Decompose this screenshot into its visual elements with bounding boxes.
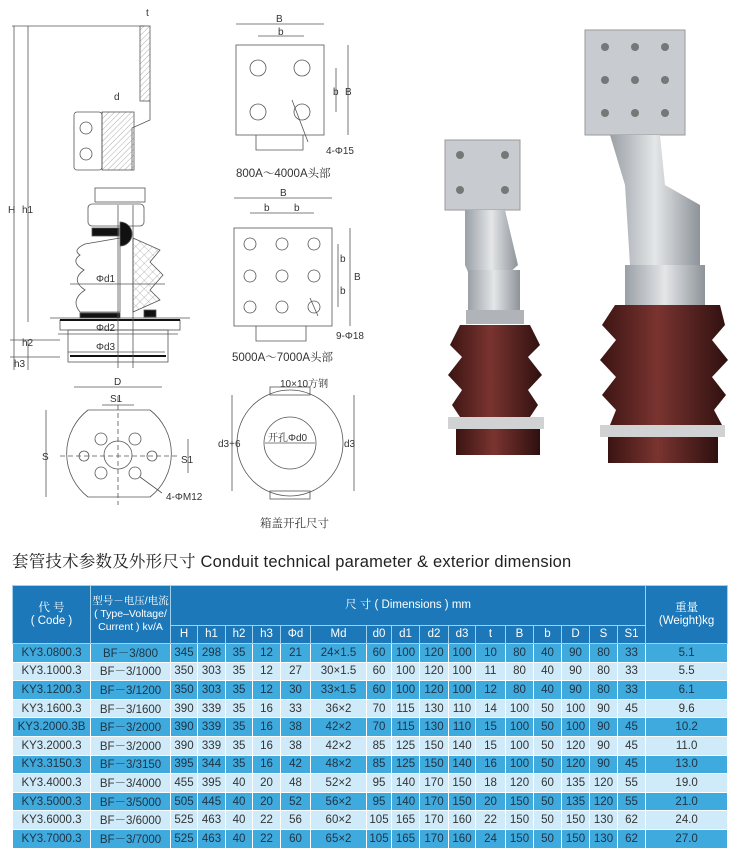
label-D: D xyxy=(114,377,122,388)
cell-dimension: 22 xyxy=(253,811,281,830)
cell-dimension: 18 xyxy=(476,774,506,793)
cell-dimension: 90 xyxy=(590,736,618,755)
cell-dimension: 12 xyxy=(253,644,281,663)
cell-dimension: 120 xyxy=(562,736,590,755)
cell-dimension: 120 xyxy=(506,774,534,793)
cell-dimension: 100 xyxy=(392,644,420,663)
cell-dimension: 100 xyxy=(506,699,534,718)
cell-dimension: 170 xyxy=(420,829,449,848)
cell-dimension: 45 xyxy=(618,718,646,737)
cell-dimension: 125 xyxy=(392,755,420,774)
header-dim-col: t xyxy=(476,626,506,644)
table-row xyxy=(13,811,728,830)
cell-dimension: 150 xyxy=(420,736,449,755)
cell-code: KY3.6000.3 xyxy=(13,811,91,830)
cell-code: KY3.7000.3 xyxy=(13,829,91,848)
cell-dimension: 135 xyxy=(562,774,590,793)
cell-dimension: 130 xyxy=(590,829,618,848)
cell-dimension: 20 xyxy=(476,792,506,811)
cell-code: KY3.1000.3 xyxy=(13,662,91,681)
cell-dimension: 16 xyxy=(476,755,506,774)
cell-code: KY3.1600.3 xyxy=(13,699,91,718)
label-phi-d1: Φd1 xyxy=(96,274,116,285)
cell-dimension: 100 xyxy=(392,681,420,700)
label-B: B xyxy=(280,188,287,199)
cell-dimension: 130 xyxy=(590,811,618,830)
cell-dimension: 55 xyxy=(618,774,646,793)
cell-dimension: 40 xyxy=(226,829,253,848)
table-row xyxy=(13,681,728,700)
cell-dimension: 52×2 xyxy=(311,774,367,793)
cell-dimension: 165 xyxy=(392,811,420,830)
label-d0: 开孔Φd0 xyxy=(268,433,308,444)
cell-dimension: 90 xyxy=(590,699,618,718)
cell-dimension: 125 xyxy=(392,736,420,755)
cell-dimension: 35 xyxy=(226,662,253,681)
cell-dimension: 50 xyxy=(534,811,562,830)
cell-dimension: 80 xyxy=(506,644,534,663)
cell-dimension: 110 xyxy=(449,699,476,718)
cell-dimension: 130 xyxy=(420,718,449,737)
cell-dimension: 150 xyxy=(562,811,590,830)
cell-dimension: 10 xyxy=(476,644,506,663)
cell-weight: 13.0 xyxy=(646,755,728,774)
label-h2: h2 xyxy=(22,338,34,349)
cell-dimension: 50 xyxy=(534,736,562,755)
cell-dimension: 40 xyxy=(226,811,253,830)
cell-dimension: 70 xyxy=(367,718,392,737)
cell-dimension: 60 xyxy=(367,662,392,681)
cell-code: KY3.5000.3 xyxy=(13,792,91,811)
cell-dimension: 50 xyxy=(534,792,562,811)
cell-dimension: 150 xyxy=(506,829,534,848)
label-holes: 4-Φ15 xyxy=(326,146,354,157)
cell-dimension: 130 xyxy=(420,699,449,718)
label-holes: 4-ΦM12 xyxy=(166,492,203,503)
cell-dimension: 80 xyxy=(506,681,534,700)
cell-dimension: 12 xyxy=(253,662,281,681)
cell-dimension: 16 xyxy=(253,736,281,755)
cell-dimension: 36×2 xyxy=(311,699,367,718)
cell-dimension: 38 xyxy=(281,718,311,737)
cell-dimension: 100 xyxy=(506,736,534,755)
cell-dimension: 170 xyxy=(420,811,449,830)
cell-dimension: 33 xyxy=(618,662,646,681)
table-row xyxy=(13,755,728,774)
cell-code: KY3.1200.3 xyxy=(13,681,91,700)
cell-dimension: 56×2 xyxy=(311,792,367,811)
cell-dimension: 115 xyxy=(392,699,420,718)
cell-dimension: 350 xyxy=(171,662,198,681)
cell-dimension: 52 xyxy=(281,792,311,811)
cell-dimension: 15 xyxy=(476,718,506,737)
cell-code: KY3.2000.3 xyxy=(13,736,91,755)
cell-weight: 5.1 xyxy=(646,644,728,663)
cell-dimension: 525 xyxy=(171,829,198,848)
cell-type: BF－3/6000 xyxy=(91,811,171,830)
cell-dimension: 16 xyxy=(253,699,281,718)
cell-dimension: 35 xyxy=(226,681,253,700)
cell-type: BF－3/1600 xyxy=(91,699,171,718)
cell-dimension: 100 xyxy=(562,699,590,718)
cell-dimension: 390 xyxy=(171,699,198,718)
cell-dimension: 505 xyxy=(171,792,198,811)
cell-dimension: 48×2 xyxy=(311,755,367,774)
cell-code: KY3.2000.3B xyxy=(13,718,91,737)
label-d: d xyxy=(114,92,120,103)
cell-dimension: 42×2 xyxy=(311,736,367,755)
label-b-1: b xyxy=(264,203,270,214)
flange-drawing xyxy=(40,375,220,505)
label-holes: 9-Φ18 xyxy=(336,331,364,342)
label-b-3: b xyxy=(340,254,346,265)
caption-cover-hole: 箱盖开孔尺寸 xyxy=(260,518,329,530)
cell-dimension: 150 xyxy=(562,829,590,848)
cell-dimension: 150 xyxy=(420,755,449,774)
cell-dimension: 100 xyxy=(449,681,476,700)
header-dim-col: h2 xyxy=(226,626,253,644)
cell-dimension: 21 xyxy=(281,644,311,663)
cell-dimension: 50 xyxy=(534,699,562,718)
cell-weight: 11.0 xyxy=(646,736,728,755)
header-code: 代 号 ( Code ) xyxy=(13,586,91,644)
cell-weight: 6.1 xyxy=(646,681,728,700)
cell-dimension: 90 xyxy=(590,755,618,774)
header-dim-col: S xyxy=(590,626,618,644)
cell-dimension: 24 xyxy=(476,829,506,848)
label-h3: h3 xyxy=(14,359,26,370)
cell-type: BF－3/3150 xyxy=(91,755,171,774)
cell-dimension: 90 xyxy=(562,662,590,681)
cell-type: BF－3/1000 xyxy=(91,662,171,681)
header-dim-col: B xyxy=(506,626,534,644)
cell-weight: 27.0 xyxy=(646,829,728,848)
table-row xyxy=(13,699,728,718)
cell-dimension: 390 xyxy=(171,718,198,737)
cell-type: BF－3/1200 xyxy=(91,681,171,700)
cell-dimension: 455 xyxy=(171,774,198,793)
cell-weight: 10.2 xyxy=(646,718,728,737)
table-row xyxy=(13,718,728,737)
cell-dimension: 100 xyxy=(506,755,534,774)
cell-dimension: 33×1.5 xyxy=(311,681,367,700)
header-dim-col: d1 xyxy=(392,626,420,644)
label-b-2: b xyxy=(294,203,300,214)
caption-head-small: 800A～4000A头部 xyxy=(236,168,331,180)
cell-dimension: 45 xyxy=(618,755,646,774)
cell-dimension: 100 xyxy=(449,644,476,663)
cell-dimension: 35 xyxy=(226,699,253,718)
section-title: 套管技术参数及外形尺寸 Conduit technical parameter & exterior dimension xyxy=(12,553,572,571)
cell-dimension: 140 xyxy=(392,792,420,811)
cell-dimension: 40 xyxy=(226,792,253,811)
cell-dimension: 110 xyxy=(449,718,476,737)
cell-dimension: 390 xyxy=(171,736,198,755)
cell-dimension: 80 xyxy=(506,662,534,681)
cell-dimension: 105 xyxy=(367,811,392,830)
label-S1-top: S1 xyxy=(110,394,123,405)
cell-dimension: 140 xyxy=(449,755,476,774)
cell-dimension: 42×2 xyxy=(311,718,367,737)
cell-dimension: 40 xyxy=(534,662,562,681)
header-dim-col: d2 xyxy=(420,626,449,644)
cell-dimension: 62 xyxy=(618,811,646,830)
cell-dimension: 27 xyxy=(281,662,311,681)
cell-dimension: 344 xyxy=(198,755,226,774)
cell-dimension: 120 xyxy=(420,681,449,700)
cell-weight: 21.0 xyxy=(646,792,728,811)
cell-dimension: 170 xyxy=(420,792,449,811)
cell-dimension: 90 xyxy=(562,681,590,700)
cell-dimension: 65×2 xyxy=(311,829,367,848)
cell-dimension: 85 xyxy=(367,736,392,755)
header-dim-col: b xyxy=(534,626,562,644)
table-row xyxy=(13,644,728,663)
header-weight: 重量 (Weight)kg xyxy=(646,586,728,644)
label-b: b xyxy=(278,27,284,38)
cell-dimension: 395 xyxy=(198,774,226,793)
cell-type: BF－3/5000 xyxy=(91,792,171,811)
cell-dimension: 445 xyxy=(198,792,226,811)
cell-dimension: 22 xyxy=(253,829,281,848)
cell-dimension: 80 xyxy=(590,644,618,663)
label-b-side: b xyxy=(333,87,339,98)
cell-dimension: 33 xyxy=(281,699,311,718)
label-t: t xyxy=(146,8,149,19)
cell-dimension: 150 xyxy=(449,774,476,793)
cell-dimension: 55 xyxy=(618,792,646,811)
cell-dimension: 120 xyxy=(562,755,590,774)
cell-dimension: 20 xyxy=(253,792,281,811)
cell-type: BF－3/2000 xyxy=(91,736,171,755)
label-phi-d3: Φd3 xyxy=(96,342,116,353)
cell-dimension: 30×1.5 xyxy=(311,662,367,681)
cell-dimension: 22 xyxy=(476,811,506,830)
label-d3-plus-6: d3+6 xyxy=(218,439,241,450)
cell-dimension: 35 xyxy=(226,736,253,755)
cell-dimension: 42 xyxy=(281,755,311,774)
cell-dimension: 12 xyxy=(253,681,281,700)
cell-dimension: 303 xyxy=(198,662,226,681)
cell-dimension: 16 xyxy=(253,718,281,737)
cell-type: BF－3/800 xyxy=(91,644,171,663)
cell-dimension: 48 xyxy=(281,774,311,793)
cell-dimension: 120 xyxy=(590,774,618,793)
cell-dimension: 120 xyxy=(420,644,449,663)
header-dim-col: D xyxy=(562,626,590,644)
header-type: 型号－电压/电流 ( Type–Voltage/ Current ) kv/A xyxy=(91,586,171,644)
label-steel: 10×10方钢 xyxy=(280,379,329,390)
cell-dimension: 60 xyxy=(367,681,392,700)
cell-dimension: 70 xyxy=(367,699,392,718)
cell-dimension: 60 xyxy=(534,774,562,793)
label-B-side: B xyxy=(354,272,361,283)
cell-type: BF－3/2000 xyxy=(91,718,171,737)
table-row xyxy=(13,829,728,848)
header-dim-col: Md xyxy=(311,626,367,644)
label-B-side: B xyxy=(345,87,352,98)
table-row xyxy=(13,774,728,793)
cell-dimension: 40 xyxy=(534,681,562,700)
cell-dimension: 160 xyxy=(449,829,476,848)
cell-dimension: 463 xyxy=(198,811,226,830)
header-dim-col: d3 xyxy=(449,626,476,644)
cell-dimension: 90 xyxy=(590,718,618,737)
cell-dimension: 525 xyxy=(171,811,198,830)
cell-type: BF－3/7000 xyxy=(91,829,171,848)
cell-dimension: 350 xyxy=(171,681,198,700)
cover-hole-drawing xyxy=(212,375,372,535)
cell-dimension: 50 xyxy=(534,829,562,848)
label-S1-side: S1 xyxy=(181,455,194,466)
cell-dimension: 100 xyxy=(562,718,590,737)
cell-dimension: 60 xyxy=(367,644,392,663)
cell-dimension: 50 xyxy=(534,755,562,774)
cell-dimension: 38 xyxy=(281,736,311,755)
header-dimensions: 尺 寸 ( Dimensions ) mm xyxy=(171,586,646,626)
cell-weight: 9.6 xyxy=(646,699,728,718)
cell-dimension: 35 xyxy=(226,718,253,737)
cell-dimension: 339 xyxy=(198,699,226,718)
label-H: H xyxy=(8,205,16,216)
header-dim-col: Φd xyxy=(281,626,311,644)
cell-dimension: 339 xyxy=(198,736,226,755)
cell-dimension: 80 xyxy=(590,662,618,681)
cell-dimension: 33 xyxy=(618,681,646,700)
bushing-section-drawing xyxy=(0,0,200,375)
cell-dimension: 100 xyxy=(506,718,534,737)
cell-dimension: 395 xyxy=(171,755,198,774)
label-h1: h1 xyxy=(22,205,34,216)
cell-dimension: 12 xyxy=(476,681,506,700)
cell-dimension: 60×2 xyxy=(311,811,367,830)
cell-dimension: 90 xyxy=(562,644,590,663)
cell-dimension: 150 xyxy=(506,811,534,830)
head-large-drawing xyxy=(228,186,368,366)
cell-dimension: 170 xyxy=(420,774,449,793)
cell-dimension: 140 xyxy=(449,736,476,755)
cell-dimension: 62 xyxy=(618,829,646,848)
cell-dimension: 11 xyxy=(476,662,506,681)
cell-code: KY3.4000.3 xyxy=(13,774,91,793)
header-dim-col: S1 xyxy=(618,626,646,644)
cell-dimension: 115 xyxy=(392,718,420,737)
cell-dimension: 35 xyxy=(226,644,253,663)
cell-type: BF－3/4000 xyxy=(91,774,171,793)
cell-weight: 19.0 xyxy=(646,774,728,793)
header-dim-col: h1 xyxy=(198,626,226,644)
cell-dimension: 80 xyxy=(590,681,618,700)
cell-dimension: 463 xyxy=(198,829,226,848)
table-row xyxy=(13,736,728,755)
specs-table xyxy=(12,585,728,849)
cell-weight: 5.5 xyxy=(646,662,728,681)
cell-dimension: 95 xyxy=(367,792,392,811)
caption-head-large: 5000A～7000A头部 xyxy=(232,352,334,364)
cell-dimension: 100 xyxy=(449,662,476,681)
label-b-4: b xyxy=(340,286,346,297)
cell-dimension: 15 xyxy=(476,736,506,755)
cell-dimension: 345 xyxy=(171,644,198,663)
cell-dimension: 30 xyxy=(281,681,311,700)
cell-dimension: 40 xyxy=(226,774,253,793)
cell-dimension: 160 xyxy=(449,811,476,830)
cell-dimension: 120 xyxy=(590,792,618,811)
cell-dimension: 339 xyxy=(198,718,226,737)
cell-dimension: 95 xyxy=(367,774,392,793)
cell-code: KY3.0800.3 xyxy=(13,644,91,663)
cell-dimension: 150 xyxy=(506,792,534,811)
cell-dimension: 85 xyxy=(367,755,392,774)
cell-weight: 24.0 xyxy=(646,811,728,830)
cell-dimension: 303 xyxy=(198,681,226,700)
cell-code: KY3.3150.3 xyxy=(13,755,91,774)
cell-dimension: 45 xyxy=(618,699,646,718)
cell-dimension: 56 xyxy=(281,811,311,830)
table-row xyxy=(13,792,728,811)
cell-dimension: 165 xyxy=(392,829,420,848)
head-small-drawing xyxy=(228,10,368,180)
cell-dimension: 20 xyxy=(253,774,281,793)
cell-dimension: 33 xyxy=(618,644,646,663)
cell-dimension: 60 xyxy=(281,829,311,848)
header-dim-col: H xyxy=(171,626,198,644)
cell-dimension: 140 xyxy=(392,774,420,793)
cell-dimension: 45 xyxy=(618,736,646,755)
cell-dimension: 100 xyxy=(392,662,420,681)
label-phi-d2: Φd2 xyxy=(96,323,116,334)
cell-dimension: 50 xyxy=(534,718,562,737)
header-dim-col: h3 xyxy=(253,626,281,644)
cell-dimension: 120 xyxy=(420,662,449,681)
product-photo xyxy=(430,25,730,465)
label-d3: d3 xyxy=(344,439,356,450)
label-B: B xyxy=(276,14,283,25)
table-row xyxy=(13,662,728,681)
cell-dimension: 24×1.5 xyxy=(311,644,367,663)
cell-dimension: 135 xyxy=(562,792,590,811)
cell-dimension: 150 xyxy=(449,792,476,811)
cell-dimension: 298 xyxy=(198,644,226,663)
cell-dimension: 40 xyxy=(534,644,562,663)
label-S: S xyxy=(42,452,49,463)
cell-dimension: 14 xyxy=(476,699,506,718)
cell-dimension: 16 xyxy=(253,755,281,774)
cell-dimension: 35 xyxy=(226,755,253,774)
header-dim-col: d0 xyxy=(367,626,392,644)
cell-dimension: 105 xyxy=(367,829,392,848)
